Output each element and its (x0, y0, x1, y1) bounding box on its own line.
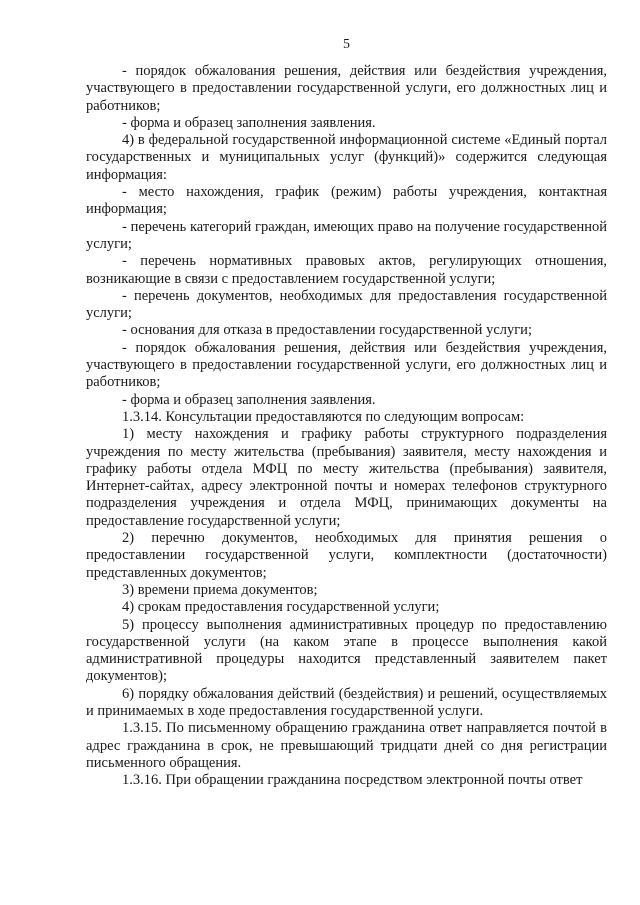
paragraph: - порядок обжалования решения, действия или бездействия учреждения, участвующего в предоставлении государственной услуги, его должностных лиц и работников; (86, 63, 607, 114)
paragraph: 1.3.14. Консультации предоставляются по следующим вопросам: (122, 408, 525, 425)
paragraph: 6) порядку обжалования действий (бездействия) и решений, осуществляемых и принимаемых в ходе предоставления государственной услуги. (86, 685, 607, 719)
page-number: 5 (343, 37, 350, 52)
paragraph: 4) срокам предоставления государственной услуги; (122, 599, 440, 616)
paragraph: - перечень категорий граждан, имеющих право на получение государственной услуги; (86, 218, 607, 252)
paragraph: 5) процессу выполнения административных процедур по предоставлению государственной услуги (на каком этапе в процессе выполнения какой административной процедуры находится представленный заявителем пакет документов); (86, 616, 607, 685)
paragraph: 4) в федеральной государственной информационной системе «Единый портал государственных и муниципальных услуг (функций)» содержится следующая информация: (86, 132, 607, 183)
paragraph: - основания для отказа в предоставлении государственной услуги; (122, 322, 532, 339)
paragraph: 3) времени приема документов; (122, 581, 318, 598)
paragraph: 1) месту нахождения и графику работы структурного подразделения учреждения по месту жительства (пребывания) заявителя, месту нахождения и графику работы отдела МФЦ по месту жительства (пребывания) заявителя, Интернет-сайтах, адресу электронной почты и номерах телефонов структурного подразделения учреждения и отдела МФЦ, принимающих документы на предоставление государственной услуги; (86, 426, 607, 529)
paragraph: - перечень нормативных правовых актов, регулирующих отношения, возникающие в связи с предоставлением государственной услуги; (86, 253, 607, 287)
paragraph: - форма и образец заполнения заявления. (122, 114, 376, 131)
paragraph: - порядок обжалования решения, действия или бездействия учреждения, участвующего в предоставлении государственной услуги, его должностных лиц и работников; (86, 339, 607, 391)
paragraph: - место нахождения, график (режим) работы учреждения, контактная информация; (86, 184, 607, 218)
paragraph: - перечень документов, необходимых для предоставления государственной услуги; (86, 287, 607, 322)
paragraph: 1.3.15. По письменному обращению гражданина ответ направляется почтой в адрес гражданина в срок, не превышающий тридцати дней со дня регистрации письменного обращения. (86, 720, 607, 771)
paragraph: 2) перечню документов, необходимых для принятия решения о предоставлении государственной услуги, комплектности (достаточности) представленных документов; (86, 530, 607, 581)
paragraph: 1.3.16. При обращении гражданина посредством электронной почты ответ (122, 772, 583, 789)
paragraph: - форма и образец заполнения заявления. (122, 391, 376, 408)
